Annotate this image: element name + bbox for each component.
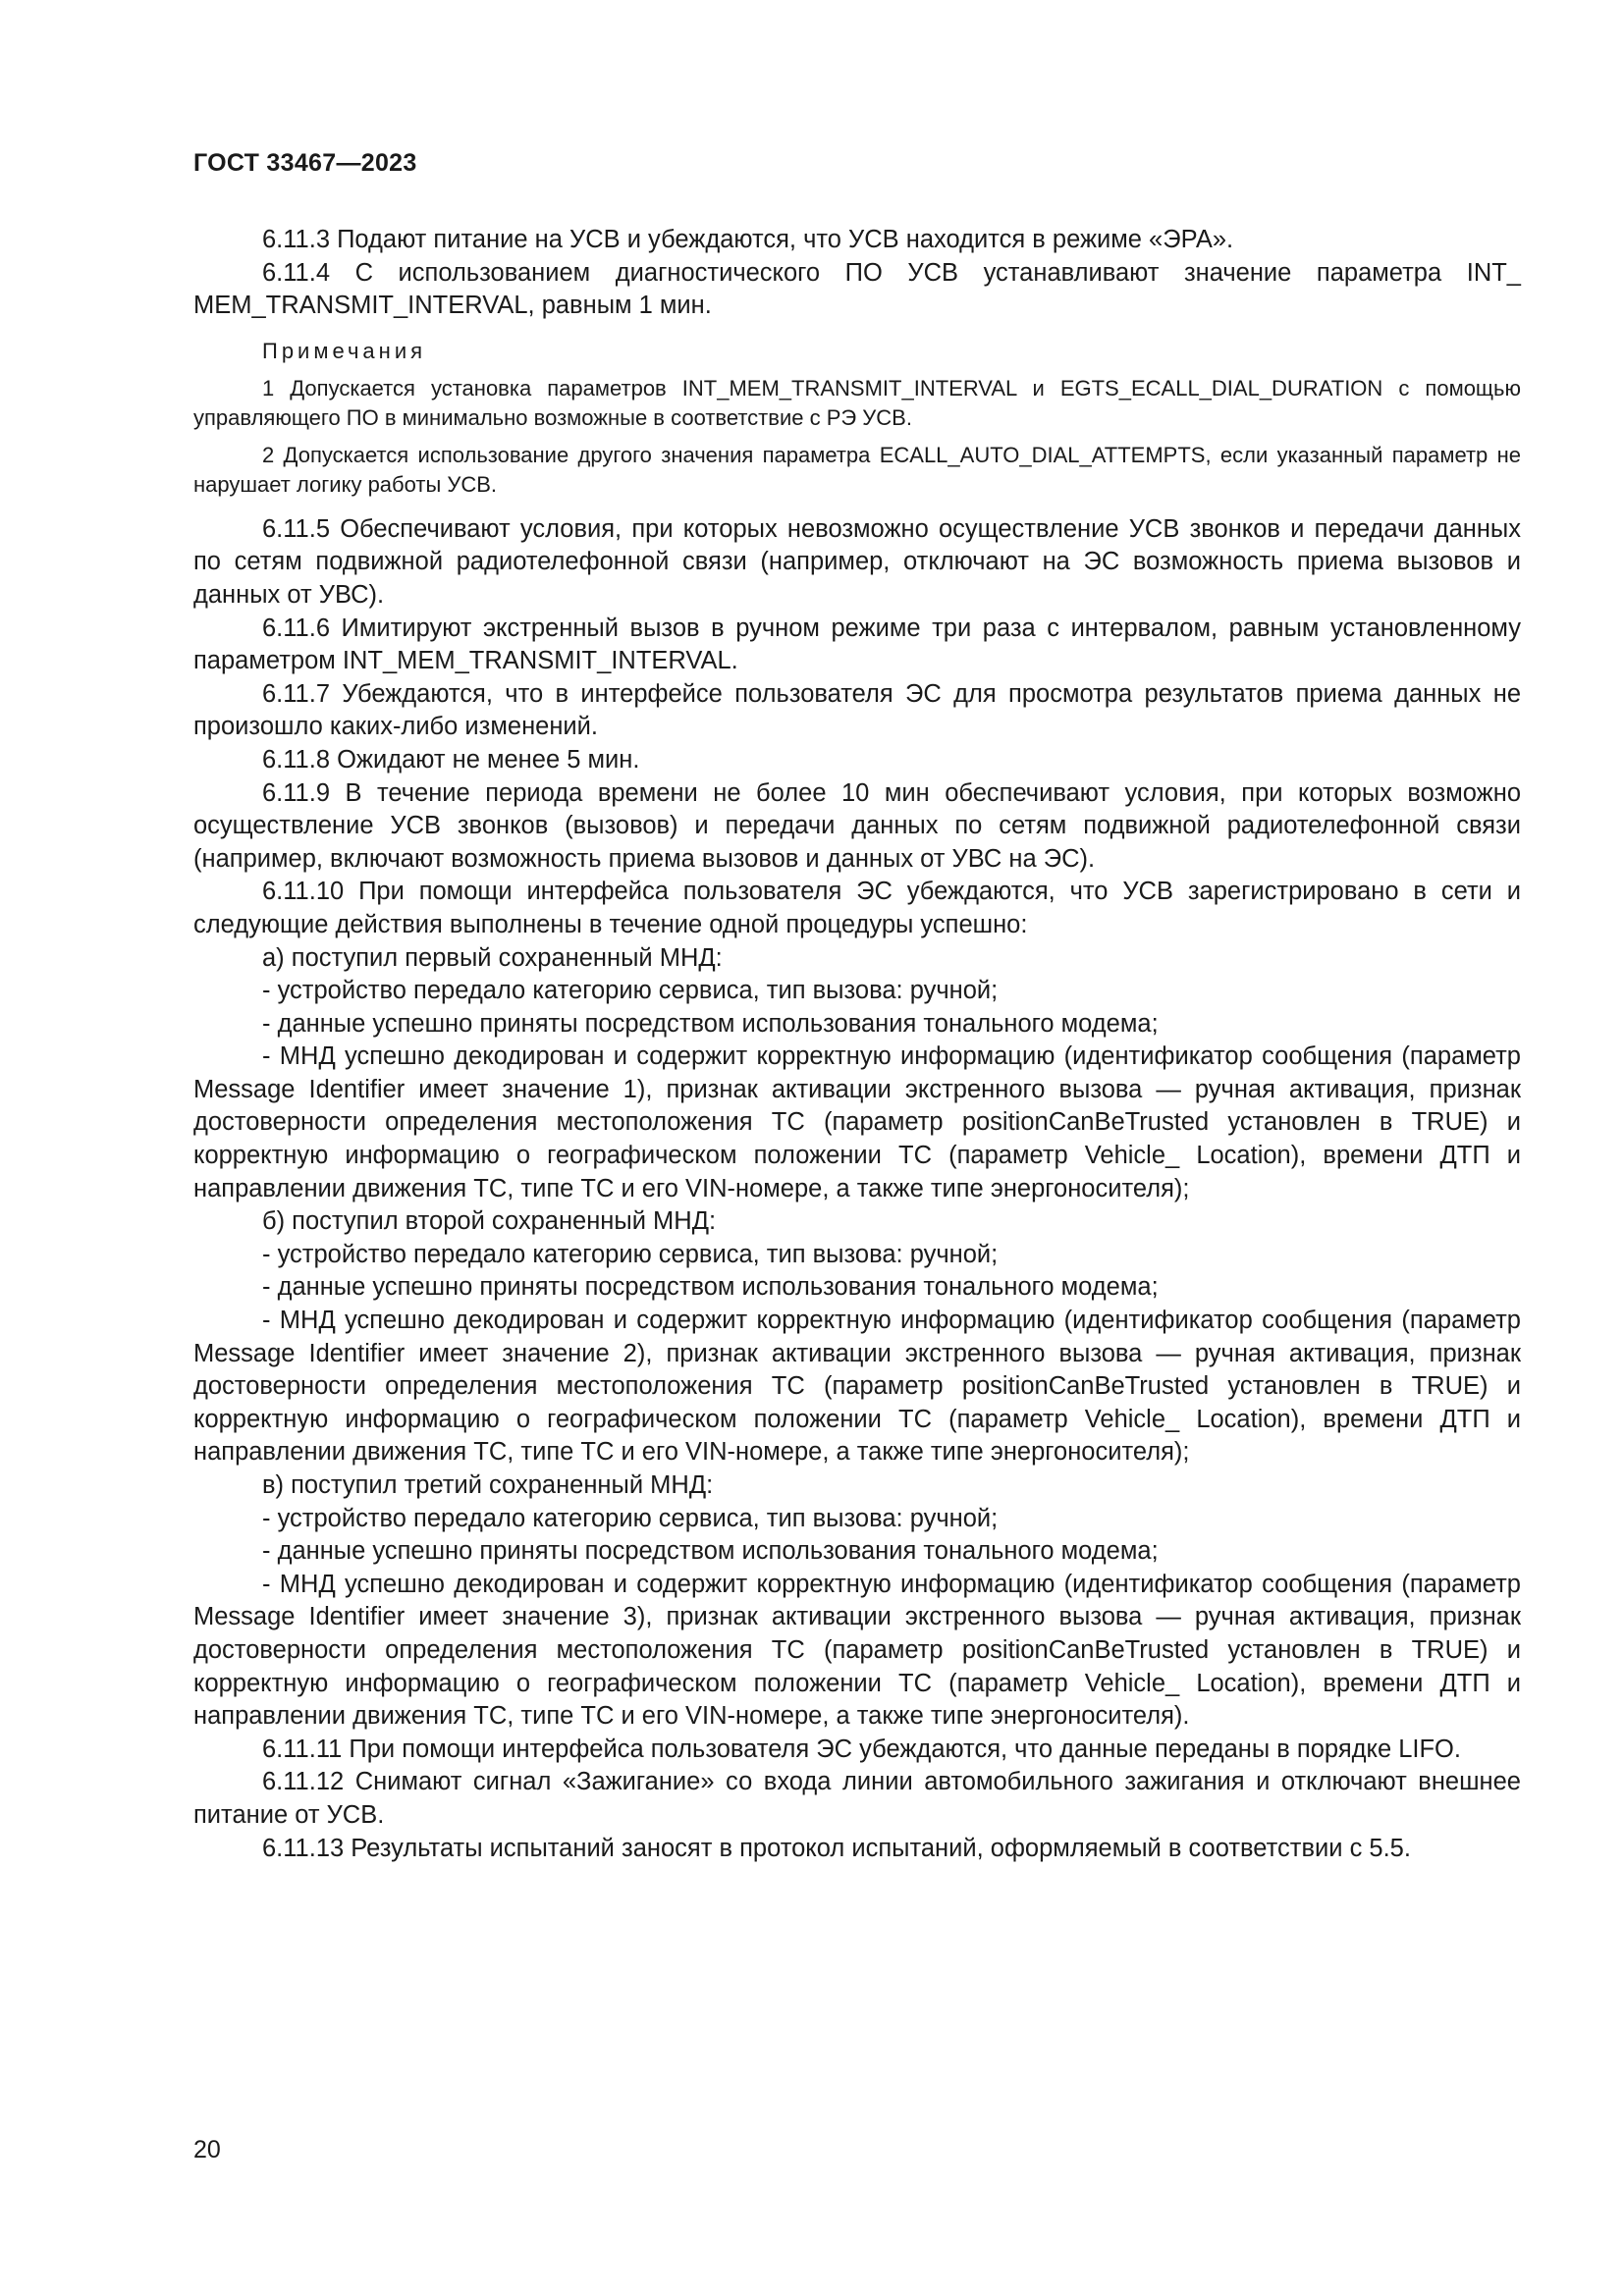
- list-item-v: в) поступил третий сохраненный МНД:: [262, 1471, 714, 1499]
- paragraph-6-11-9: 6.11.9 В течение периода времени не более 10 мин обеспечивают условия, при которых возможно осуществление УСВ звонков (вызовов) и передачи данных по сетям подвижной радиотелефонной связи (например, включают возможность приема вызовов и данных от УВС на ЭС).: [193, 778, 1521, 873]
- notes-block: [193, 337, 1521, 500]
- paragraph-6-11-6: 6.11.6 Имитируют экстренный вызов в ручном режиме три раза с интервалом, равным установленному параметром INT_MEM_TRANSMIT_INTERVAL.: [193, 614, 1521, 675]
- list-subitem: - МНД успешно декодирован и содержит корректную информацию (идентификатор сообщения (параметр Message Identifier имеет значение 1), признак активации экстренного вызова — ручная активация, признак достоверности определения местоположения ТС (параметр positionCanBeTrusted установлен в TRUE) и корректную информацию о географическом положении ТС (параметр Vehicle_ Location), времени ДТП и направлении движения ТС, типе ТС и его VIN-номере, а также типе энергоносителя);: [193, 1042, 1521, 1202]
- paragraph-6-11-7: 6.11.7 Убеждаются, что в интерфейсе пользователя ЭС для просмотра результатов приема данных не произошло каких-либо изменений.: [193, 679, 1521, 741]
- paragraph-6-11-8: 6.11.8 Ожидают не менее 5 мин.: [262, 745, 640, 774]
- list-subitem: - данные успешно приняты посредством использования тонального модема;: [262, 1537, 1159, 1566]
- list-subitem: - данные успешно приняты посредством использования тонального модема;: [262, 1273, 1159, 1302]
- list-subitem: - данные успешно приняты посредством использования тонального модема;: [262, 1009, 1159, 1038]
- paragraph-6-11-5: 6.11.5 Обеспечивают условия, при которых невозможно осуществление УСВ звонков и передачи данных по сетям подвижной радиотелефонной связи (например, отключают на ЭС возможность приема вызовов и данных от УВС).: [193, 514, 1521, 609]
- notes-title: Примечания: [262, 338, 427, 363]
- list-item-a: а) поступил первый сохраненный МНД:: [262, 943, 723, 972]
- standard-designation: ГОСТ 33467—2023: [193, 149, 417, 177]
- list-subitem: - МНД успешно декодирован и содержит корректную информацию (идентификатор сообщения (параметр Message Identifier имеет значение 3), признак активации экстренного вызова — ручная активация, признак достоверности определения местоположения ТС (параметр positionCanBeTrusted установлен в TRUE) и корректную информацию о географическом положении ТС (параметр Vehicle_ Location), времени ДТП и направлении движения ТС, типе ТС и его VIN-номере, а также типе энергоносителя).: [193, 1570, 1521, 1731]
- list-item-b: б) поступил второй сохраненный МНД:: [262, 1207, 717, 1236]
- paragraph-6-11-13: 6.11.13 Результаты испытаний заносят в протокол испытаний, оформляемый в соответствии с 5.5.: [262, 1834, 1411, 1862]
- paragraph-6-11-11: 6.11.11 При помощи интерфейса пользователя ЭС убеждаются, что данные переданы в порядке LIFO.: [262, 1735, 1461, 1763]
- paragraph-6-11-10: 6.11.10 При помощи интерфейса пользователя ЭС убеждаются, что УСВ зарегистрировано в сети и следующие действия выполнены в течение одной процедуры успешно:: [193, 878, 1521, 938]
- document-body: [193, 224, 1521, 1865]
- list-subitem: - МНД успешно декодирован и содержит корректную информацию (идентификатор сообщения (параметр Message Identifier имеет значение 2), признак активации экстренного вызова — ручная активация, признак достоверности определения местоположения ТС (параметр positionCanBeTrusted установлен в TRUE) и корректную информацию о географическом положении ТС (параметр Vehicle_ Location), времени ДТП и направлении движения ТС, типе ТС и его VIN-номере, а также типе энергоносителя);: [193, 1307, 1521, 1467]
- page-number: 20: [193, 2136, 221, 2163]
- paragraph-6-11-4: 6.11.4 С использованием диагностического ПО УСВ устанавливают значение параметра INT_ MEM_TRANSMIT_INTERVAL, равным 1 мин.: [193, 258, 1521, 320]
- paragraph-6-11-12: 6.11.12 Снимают сигнал «Зажигание» со входа линии автомобильного зажигания и отключают внешнее питание от УСВ.: [193, 1768, 1521, 1829]
- list-subitem: - устройство передало категорию сервиса, тип вызова: ручной;: [262, 1504, 999, 1532]
- list-subitem: - устройство передало категорию сервиса, тип вызова: ручной;: [262, 977, 999, 1005]
- paragraph-6-11-3: 6.11.3 Подают питание на УСВ и убеждаются, что УСВ находится в режиме «ЭРА».: [262, 226, 1234, 253]
- note-2: 2 Допускается использование другого значения параметра ECALL_AUTO_DIAL_ATTEMPTS, если указанный параметр не нарушает логику работы УСВ.: [193, 442, 1521, 497]
- list-subitem: - устройство передало категорию сервиса, тип вызова: ручной;: [262, 1240, 999, 1268]
- note-1: 1 Допускается установка параметров INT_MEM_TRANSMIT_INTERVAL и EGTS_ECALL_DIAL_DURATION с помощью управляющего ПО в минимально возможные в соответствие с РЭ УСВ.: [193, 375, 1521, 430]
